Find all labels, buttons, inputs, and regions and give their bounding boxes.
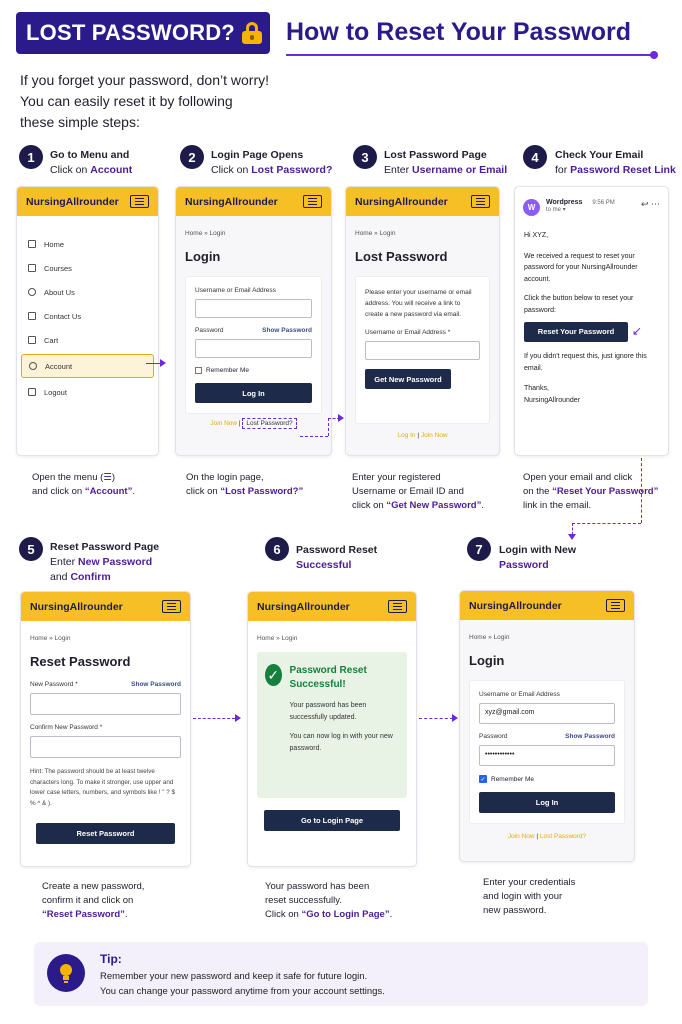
tip-text: Remember your new password and keep it safe for future login. You can change your password anytime from your account settings.: [100, 971, 385, 997]
join-now-link[interactable]: Join Now: [420, 432, 448, 439]
success-card: NursingAllrounder Home » Login ✓ Password Reset Successful! Your password has been successfully updated. You can now log in with your new password. Go to Login Page: [247, 591, 417, 867]
step-1-number: 1: [19, 145, 43, 169]
password-hint: Hint: The password should be at least twelve characters long. To make it stronger, use upper and lower case letters, numbers, and symbols like ! " ? $ % ^ & ).: [30, 768, 176, 807]
email-input-filled[interactable]: xyz@gmail.com: [479, 703, 615, 724]
pointer-arrow-icon: ↙: [632, 324, 643, 339]
login-card: NursingAllrounder Home » Login Login Username or Email Address Password Show Password Remember Me Log In Join Now | Lost Password?: [175, 186, 332, 456]
book-icon: [28, 264, 36, 272]
hamburger-icon[interactable]: [130, 195, 149, 208]
reset-password-card: NursingAllrounder Home » Login Reset Password New Password * Show Password Confirm New Password * Hint: The password should be at least twelve characters long. To make it stronger, use upper and lower case letters, numbers, and symbols like ! " ? $ % ^ & ). Reset Password: [20, 591, 191, 867]
menu-item-logout[interactable]: Logout: [17, 380, 158, 404]
step-3-label: Lost Password Page Enter Username or Email: [384, 149, 508, 176]
step-5-desc: Create a new password, confirm it and click on “Reset Password”.: [42, 881, 145, 920]
menu-item-home[interactable]: Home: [17, 232, 158, 256]
check-icon: ✓: [265, 664, 282, 686]
lost-password-badge: [16, 12, 270, 54]
intro-text: If you forget your password, don’t worry! You can easily reset it by following these simple steps:: [20, 72, 269, 130]
login-title: Login: [185, 249, 221, 264]
menu-item-courses[interactable]: Courses: [17, 256, 158, 280]
menu-item-contact[interactable]: Contact Us: [17, 304, 158, 328]
step-4-label: Check Your Email for Password Reset Link: [555, 149, 676, 176]
hamburger-icon[interactable]: [606, 599, 625, 612]
breadcrumb: Home » Login: [30, 635, 71, 642]
login-button[interactable]: Log In: [479, 792, 615, 813]
mail-icon: [28, 312, 36, 320]
breadcrumb: Home » Login: [469, 634, 510, 641]
connector-4-arrow: [568, 534, 576, 540]
step-6-label: Password Reset Successful: [296, 544, 378, 571]
breadcrumb: Home » Login: [185, 230, 226, 237]
brand-name: NursingAllrounder: [30, 600, 123, 613]
lightbulb-icon: [47, 954, 85, 992]
brand-name: NursingAllrounder: [26, 195, 119, 208]
show-password-toggle[interactable]: Show Password: [565, 733, 615, 740]
join-now-link[interactable]: Join Now: [210, 420, 238, 427]
connector-2-arrow: [338, 414, 344, 422]
go-to-login-button[interactable]: Go to Login Page: [264, 810, 400, 831]
connector-1: [146, 363, 160, 364]
lost-password-card: NursingAllrounder Home » Login Lost Password Please enter your username or email address. You will receive a link to create a new password via email. Username or Email Address * Get New Password Log In | Join Now: [345, 186, 500, 456]
lost-password-link[interactable]: Lost Password?: [242, 418, 296, 429]
step-4-number: 4: [523, 145, 547, 169]
connector-1-arrow: [160, 359, 166, 367]
breadcrumb: Home » Login: [257, 635, 298, 642]
hamburger-icon[interactable]: [471, 195, 490, 208]
email-card: W Wordpress 9:56 PM to me ▾ ↩ ⋯ Hi XYZ, We received a request to reset your password for your NursingAllrounder account. Click the button below to reset your password: Reset Your Password ↙ If you didn't request this, just ignore this email. Thanks, NursingAllrounder: [514, 186, 669, 456]
user-icon: [29, 362, 37, 370]
step-3-number: 3: [353, 145, 377, 169]
lost-password-text: Please enter your username or email address. You will receive a link to create a new password via email.: [365, 289, 472, 318]
connector-6: [419, 718, 453, 719]
remember-checkbox[interactable]: [195, 367, 202, 374]
step-6-desc: Your password has been reset successfully. Click on “Go to Login Page”.: [265, 881, 393, 920]
menu-item-account[interactable]: Account: [21, 354, 154, 378]
lost-username-input[interactable]: [365, 341, 480, 360]
hamburger-icon[interactable]: [303, 195, 322, 208]
connector-2: [300, 436, 328, 437]
lock-icon: [242, 22, 262, 44]
connector-6-arrow: [452, 714, 458, 722]
cart-icon: [28, 336, 36, 344]
password-input-filled[interactable]: ••••••••••••: [479, 745, 615, 766]
new-password-input[interactable]: [30, 693, 181, 715]
connector-5-arrow: [235, 714, 241, 722]
home-icon: [28, 240, 36, 248]
title-underline: [286, 54, 654, 56]
brand-name: NursingAllrounder: [355, 195, 448, 208]
step-5-number: 5: [19, 537, 43, 561]
reset-your-password-button[interactable]: Reset Your Password: [524, 322, 628, 342]
connector-5: [193, 718, 235, 719]
show-password-toggle[interactable]: Show Password: [262, 327, 312, 334]
hamburger-icon[interactable]: [162, 600, 181, 613]
sender-avatar: W: [523, 199, 540, 216]
login-filled-card: NursingAllrounder Home » Login Login Username or Email Address xyz@gmail.com Password Show Password •••••••••••• ✓ Remember Me Log In Join Now | Lost Password?: [459, 590, 635, 862]
step-4-desc: Open your email and click on the “Reset Your Password” link in the email.: [523, 472, 659, 511]
step-3-desc: Enter your registered Username or Email ID and click on “Get New Password”.: [352, 472, 484, 511]
badge-text: LOST PASSWORD?: [26, 20, 235, 45]
brand-name: NursingAllrounder: [469, 599, 562, 612]
login-button[interactable]: Log In: [195, 383, 312, 403]
join-now-link[interactable]: Join Now: [507, 833, 535, 840]
step-2-label: Login Page Opens Click on Lost Password?: [211, 149, 333, 176]
reset-password-button[interactable]: Reset Password: [36, 823, 175, 844]
brand-name: NursingAllrounder: [185, 195, 278, 208]
brand-name: NursingAllrounder: [257, 600, 350, 613]
step-1-desc: Open the menu (☰) and click on “Account”.: [32, 472, 135, 497]
confirm-password-input[interactable]: [30, 736, 181, 758]
reply-icon[interactable]: ↩ ⋯: [640, 199, 660, 209]
remember-checkbox-checked[interactable]: ✓: [480, 776, 486, 783]
breadcrumb: Home » Login: [355, 230, 396, 237]
get-new-password-button[interactable]: Get New Password: [365, 369, 451, 389]
step-1-label: Go to Menu and Click on Account: [50, 149, 133, 176]
show-password-toggle[interactable]: Show Password: [131, 681, 181, 688]
lost-password-title: Lost Password: [355, 249, 448, 264]
menu-item-cart[interactable]: Cart: [17, 328, 158, 352]
username-input[interactable]: [195, 299, 312, 318]
page-title: How to Reset Your Password: [286, 18, 631, 46]
login-title: Login: [469, 653, 505, 668]
login-link[interactable]: Log In: [397, 432, 416, 439]
step-2-number: 2: [180, 145, 204, 169]
menu-card: [16, 186, 159, 456]
connector-4: [641, 458, 642, 523]
step-7-desc: Enter your credentials and login with your new password.: [483, 877, 576, 916]
step-2-desc: On the login page, click on “Lost Password?”: [186, 472, 304, 497]
hamburger-icon[interactable]: [388, 600, 407, 613]
info-icon: [28, 288, 36, 296]
menu-item-about[interactable]: About Us: [17, 280, 158, 304]
password-input[interactable]: [195, 339, 312, 358]
step-7-label: Login with New Password: [499, 544, 576, 571]
step-5-label: Reset Password Page Enter New Password and Confirm: [50, 541, 160, 583]
logout-icon: [28, 388, 36, 396]
title-underline-dot: [650, 51, 658, 59]
tip-title: Tip:: [100, 952, 122, 966]
lost-password-link[interactable]: Lost Password?: [539, 833, 587, 840]
step-7-number: 7: [467, 537, 491, 561]
step-6-number: 6: [265, 537, 289, 561]
reset-password-title: Reset Password: [30, 654, 131, 669]
